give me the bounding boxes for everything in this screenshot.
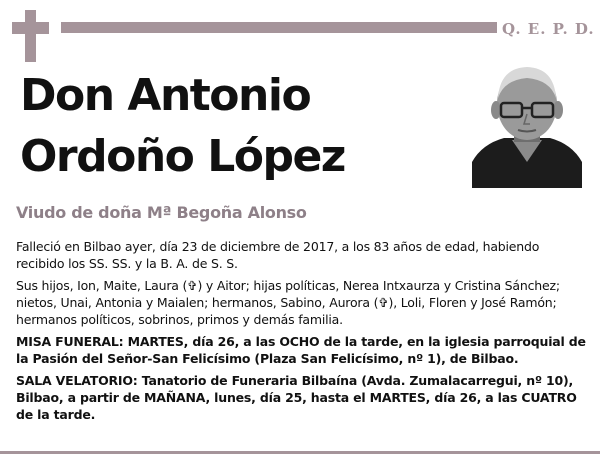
- cross-icon-arm: [12, 22, 49, 34]
- paragraph-family: Sus hijos, Ion, Maite, Laura (✞) y Aitor; hijas políticas, Nerea Intxaurza y Cristina Sánchez; nietos, Unai, Antonia y Maialen; hermanos, Sabino, Aurora (✞), Loli, Floren y José Ramón; hermanos políticos, sobrinos, primos y demás familia.: [16, 278, 560, 327]
- qepd-label: Q. E. P. D.: [502, 20, 595, 38]
- portrait-photo: [472, 62, 582, 188]
- paragraph-funeral-mass: MISA FUNERAL: MARTES, día 26, a las OCHO de la tarde, en la iglesia parroquial de la Pasión del Señor-San Felicísimo (Plaza San Felicísimo, nº 1), de Bilbao.: [16, 334, 586, 366]
- paragraph-death-notice: Falleció en Bilbao ayer, día 23 de diciembre de 2017, a los 83 años de edad, habiendo recibido los SS. SS. y la B. A. de S. S.: [16, 239, 540, 271]
- subtitle-widower: Viudo de doña Mª Begoña Alonso: [16, 203, 307, 222]
- announcement-body: [16, 238, 590, 428]
- paragraph-wake-room: SALA VELATORIO: Tanatorio de Funeraria Bilbaína (Avda. Zumalacarregui, nº 10), Bilbao, a partir de MAÑANA, lunes, día 25, hasta el MARTES, día 26, a las CUATRO de la tarde.: [16, 373, 577, 422]
- deceased-name-line1: Don Antonio: [20, 70, 311, 121]
- portrait-illustration: [472, 62, 582, 188]
- header-rule: [61, 22, 497, 33]
- cross-icon: [25, 10, 36, 62]
- deceased-name-line2: Ordoño López: [20, 131, 345, 182]
